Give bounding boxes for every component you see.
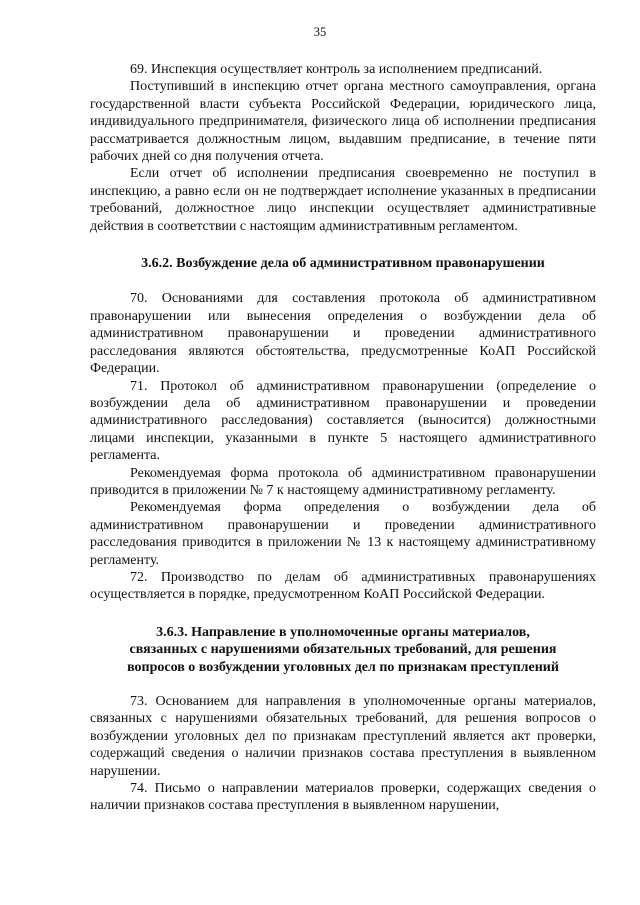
paragraph-protocol-form: Рекомендуемая форма протокола об административном правонарушении приводится в приложении № 7 к настоящему административному регламенту.: [90, 465, 596, 498]
section-heading-3-6-3-line-3: вопросов о возбуждении уголовных дел по признакам преступлений: [127, 659, 559, 675]
document-body: [90, 61, 596, 815]
section-heading-3-6-2: 3.6.2. Возбуждение дела об административном правонарушении: [141, 256, 545, 272]
paragraph-determination-form: Рекомендуемая форма определения о возбуждении дела об административном правонарушении и проведении административного расследования приводится в приложении № 13 к настоящему административному регламенту.: [90, 500, 596, 568]
paragraph-report-missing: Если отчет об исполнении предписания своевременно не поступил в инспекцию, а равно если он не подтверждает исполнение указанных в предписании требований, должностное лицо инспекции осуществляет административные действия в соответствии с настоящим административным регламентом.: [90, 166, 596, 234]
section-heading-3-6-3: [90, 624, 596, 676]
paragraph-73: 73. Основанием для направления в уполномоченные органы материалов, связанных с нарушениями обязательных требований, для решения вопросов о возбуждении уголовных дел по признакам преступлений является акт проверки, содержащий сведения о наличии признаков состава преступления в выявленном нарушении.: [90, 694, 596, 779]
paragraph-70: 70. Основаниями для составления протокола об административном правонарушении или вынесения определения о возбуждении дела об административном правонарушении и проведении административного расследования являются обстоятельства, предусмотренные КоАП Российской Федерации.: [90, 291, 596, 377]
section-heading-3-6-3-line-2: связанных с нарушениями обязательных требований, для решения: [129, 642, 557, 658]
page-number: 35: [313, 25, 327, 39]
paragraph-69: 69. Инспекция осуществляет контроль за исполнением предписаний.: [130, 62, 543, 77]
paragraph-71: 71. Протокол об административном правонарушении (определение о возбуждении дела об административном правонарушении и проведении административного расследования) составляется (выносится) должностными лицами инспекции, указанными в пункте 5 настоящего административного регламента.: [90, 378, 596, 464]
section-heading-3-6-3-line-1: 3.6.3. Направление в уполномоченные органы материалов,: [156, 624, 530, 640]
paragraph-72: 72. Производство по делам об административных правонарушениях осуществляется в порядке, предусмотренном КоАП Российской Федерации.: [90, 569, 596, 603]
paragraph-74: 74. Письмо о направлении материалов проверки, содержащих сведения о наличии признаков состава преступления в выявленном нарушении,: [90, 781, 596, 814]
paragraph-report-review: Поступивший в инспекцию отчет органа местного самоуправления, органа государственной власти субъекта Российской Федерации, юридического лица, индивидуального предпринимателя, физического лица об исполнении предписания рассматривается должностным лицом, выдавшим предписание, в течение пяти рабочих дней со дня получения отчета.: [90, 79, 596, 165]
